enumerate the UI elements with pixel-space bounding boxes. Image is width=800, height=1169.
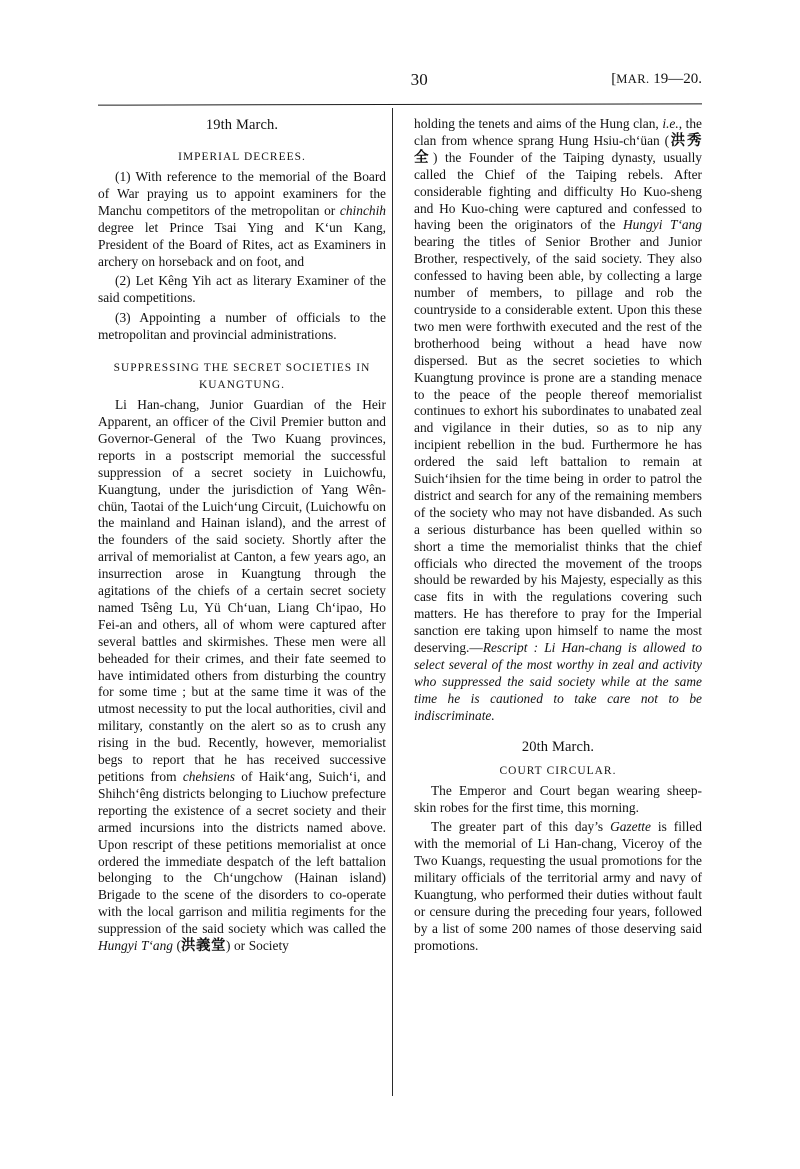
paragraph bbox=[414, 116, 702, 725]
page-folio-number: 30 bbox=[410, 70, 428, 89]
paragraph bbox=[414, 819, 702, 954]
bracket-glyph: [ bbox=[611, 71, 617, 87]
right-text-column bbox=[414, 116, 702, 958]
section-heading-suppressing-line2: KUANGTUNG. bbox=[198, 379, 286, 392]
running-head-date-range bbox=[611, 71, 702, 88]
secret-society-paragraphs bbox=[98, 397, 386, 955]
text-run: bearing the titles of Senior Brother and Junior Brother, respectively, of the said society. They also confessed to having been able, by collecting a large number of members, to pillage and rob the countryside to a considerable extent. Upon this these two men were forthwith executed and the rest of the brotherhood being without a head have now dispersed. But as the secret societies to which Kuangtung province is prone are a standing menace to the peace of the people thereof memorialist continues to exhort his subordinates to unabated zeal and vigilance in their duties, so as to nip any incipient rebellion in the bud. Furthermore he has ordered the said left battalion to remain at Suich‘ihsien for the time being in order to patrol the district and search for any of the remaining members of the society who may not have disbanded. As such a serious disturbance has been quelled within so short a time the memorialist thinks that the chief officials who directed the movement of the troops should be rewarded by his Majesty, especially as this case fits in with the regulations covering such matters. He has therefore to pray for the Imperial sanction ere taking upon himself to name the most deserving.— bbox=[414, 234, 702, 656]
section-heading-imperial-decrees: IMPERIAL DECREES. bbox=[178, 151, 306, 163]
text-run: holding the tenets and aims of the Hung clan, bbox=[414, 116, 663, 131]
text-run: degree let Prince Tsai Ying and K‘un Kang, President of the Board of Rites, act as Examiners in archery on horseback and on foot, and bbox=[98, 219, 386, 269]
continued-paragraphs bbox=[414, 116, 702, 725]
text-run: ) the Founder of the Taiping dynasty, usually called the Chief of the Taiping rebels. After considerable fighting and difficulty Ho Kuo-sheng and Ho Kuo-ching were captured and confessed to having been the originators of the bbox=[414, 149, 703, 233]
italic-text: Li Han-chang is allowed to select several of the most worthy in zeal and activity who suppressed the said society while at the same time he is cautioned to take care not to be indiscriminate. bbox=[414, 640, 702, 723]
court-circular-paragraphs bbox=[414, 783, 702, 955]
paragraph bbox=[98, 169, 386, 270]
left-date-heading: 19th March. bbox=[205, 117, 279, 133]
italic-text: Hungyi T‘ang bbox=[623, 217, 702, 233]
chinese-characters: 洪秀全 bbox=[414, 132, 702, 166]
text-run: ) or Society bbox=[225, 938, 289, 954]
text-run: ( bbox=[172, 938, 181, 954]
two-column-body bbox=[98, 116, 702, 1096]
section-heading-suppressing-line1: SUPPRESSING THE SECRET SOCIETIES IN bbox=[113, 362, 371, 375]
paragraph bbox=[98, 397, 386, 955]
italic-text: Gazette bbox=[610, 819, 651, 835]
text-run: Li Han-chang, Junior Guardian of the Heir Apparent, an officer of the Civil Premier button and Governor-General of the Two Kuang provinces, reports in a postscript memorial the successful suppression of a secret society in Luichowfu, Kuangtung, under the jurisdiction of Yang Wên-chün, Taotai of the Luich‘ung Circuit, (Luichowfu on the mainland and Hainan island), and the arrest of the founders of the said society. Shortly after the arrival of memorialist at Canton, a few years ago, an insurrection arose in Kuangtung through the agitations of the chiefs of a certain secret society named Tsêng Lu, Yü Ch‘uan, Liang Ch‘ipao, Ho Fei-an and others, all of whom were captured after several battles and skirmishes. These men were all beheaded for their crimes, and their fate seemed to have intimidated others from disturbing the country for some time ; but at the same time it was of the utmost necessity to put the local authorities, civil and military, constantly on the alert so as to crush any rising in the bud. Recently, however, memorialist begs to report that he has received successive petitions from bbox=[98, 397, 386, 784]
italic-text: Hungyi T‘ang bbox=[98, 938, 173, 954]
chinese-characters: 洪義堂 bbox=[180, 938, 226, 955]
month-abbrev: MAR. bbox=[616, 72, 650, 86]
text-run: (3) Appointing a number of officials to the metropolitan and provincial administrations. bbox=[98, 310, 386, 343]
paragraph bbox=[98, 310, 386, 344]
italic-text: chehsiens bbox=[182, 769, 235, 784]
text-run: (1) With reference to the memorial of the Board of War praying us to appoint examiners for the Manchu competitors of the metropolitan or bbox=[98, 169, 386, 218]
text-run: is filled with the memorial of Li Han-chang, Viceroy of the Two Kuangs, requesting the usual promotions for the military officials of the territorial army and navy of Kuangtung, who performed their duties without fault or censure during the preceding four years, followed by a list of some 200 names of those deserving said promotions. bbox=[414, 819, 702, 953]
italic-text: i.e. bbox=[662, 116, 679, 131]
italic-text: Rescript : bbox=[482, 640, 539, 656]
left-text-column bbox=[98, 116, 386, 958]
text-run: of Haik‘ang, Suich‘i, and Shihch‘êng districts belonging to Liuchow prefecture reporting the existence of a secret society and their armed incursions into the districts named above. Upon rescript of these petitions memorialist at once ordered the immediate despatch of the left battalion belonging to the Ch‘ungchow (Hainan island) Brigade to the scene of the disorders to co-operate with the local garrison and militia regiments for the suppression of the said society which was called the bbox=[98, 769, 386, 937]
text-run: The Emperor and Court began wearing sheep-skin robes for the first time, this morning. bbox=[414, 782, 702, 815]
running-head bbox=[98, 70, 702, 96]
italic-text: chinchih bbox=[339, 202, 386, 218]
section-heading-court-circular: COURT CIRCULAR. bbox=[499, 764, 617, 777]
paragraph bbox=[414, 783, 702, 817]
text-run: (2) Let Kêng Yih act as literary Examiner of the said competitions. bbox=[98, 273, 386, 306]
day-range: 19—20. bbox=[649, 71, 702, 87]
text-run: The greater part of this day’s bbox=[431, 819, 611, 835]
right-date-heading: 20th March. bbox=[521, 738, 595, 755]
header-rule bbox=[98, 103, 702, 105]
imperial-decrees-paragraphs bbox=[98, 169, 386, 344]
column-divider-rule bbox=[392, 108, 393, 1096]
paragraph bbox=[98, 273, 386, 307]
text-run: , the clan from whence sprang Hung Hsiu-ch‘üan ( bbox=[414, 116, 702, 148]
